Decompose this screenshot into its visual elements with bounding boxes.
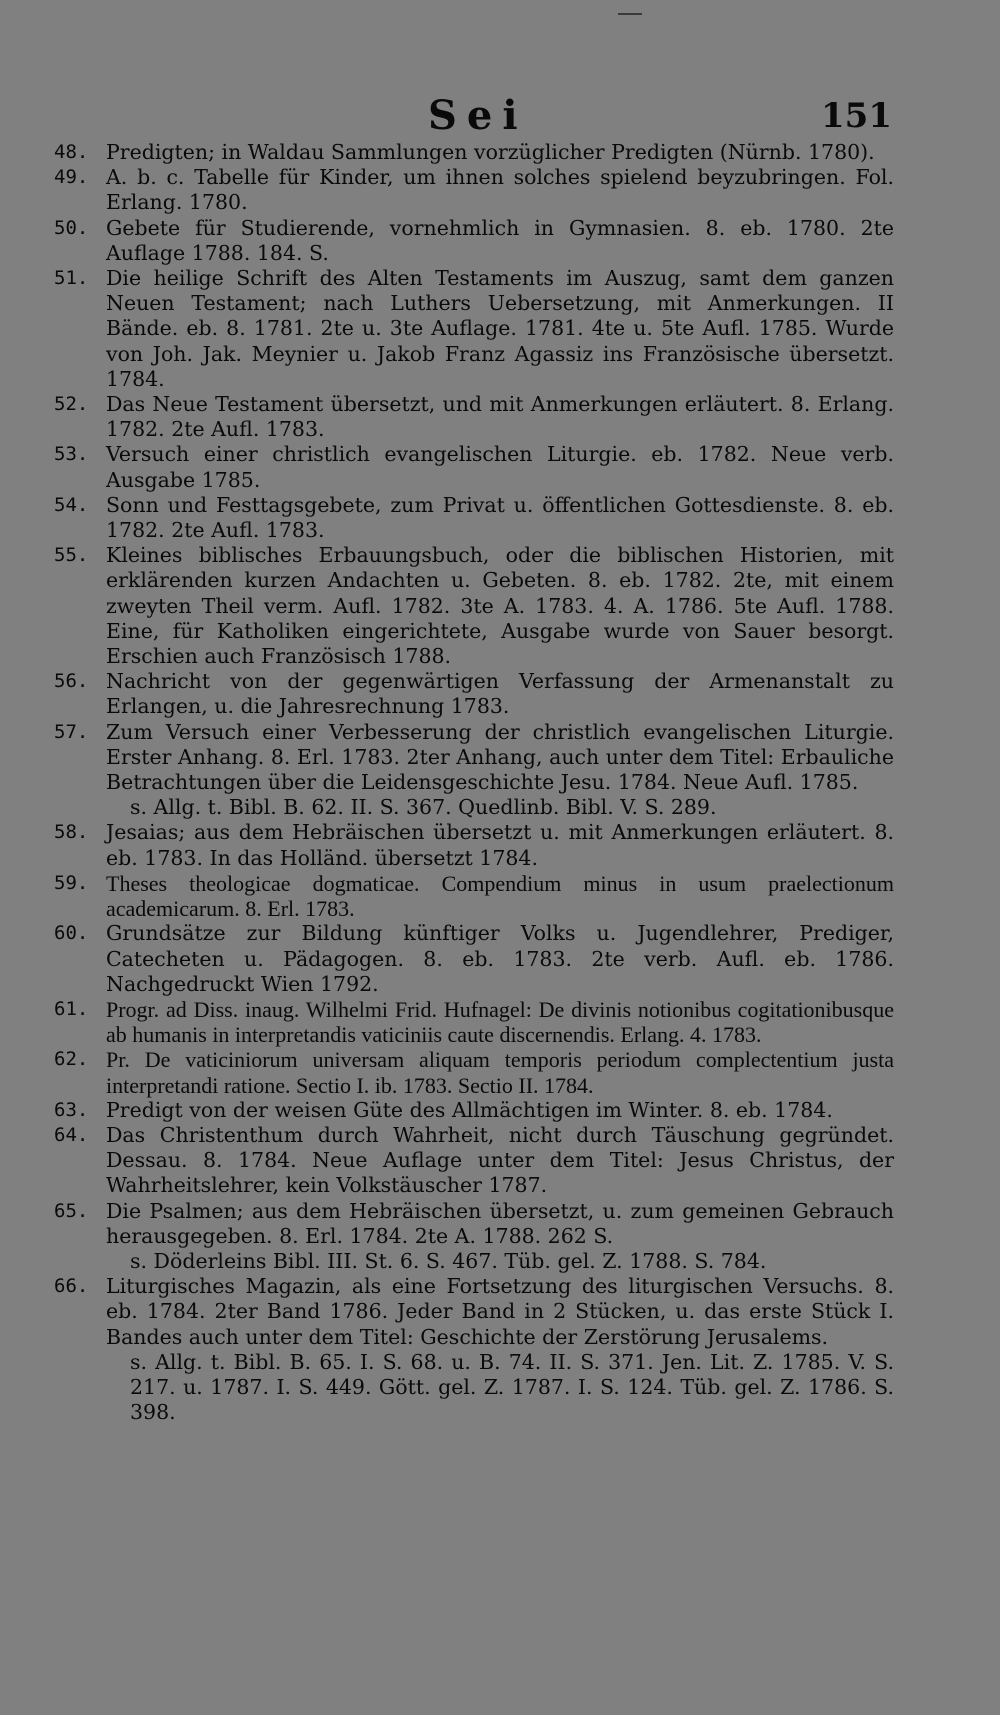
bibliography-entry-64 [54, 1123, 894, 1199]
entry-text: Das Christenthum durch Wahrheit, nicht durch Täuschung gegründet. Dessau. 8. 1784. Neue Auflage unter dem Titel: Jesus Christus, der Wahrheitslehrer, kein Volkstäuscher 1787. [106, 1122, 894, 1198]
entry-number: 62. [54, 1048, 89, 1071]
page-header [0, 92, 1000, 138]
entry-review-note: s. Allg. t. Bibl. B. 65. I. S. 68. u. B. 74. II. S. 371. Jen. Lit. Z. 1785. V. S. 217. u. 1787. I. S. 449. Gött. gel. Z. 1787. I. S. 124. Tüb. gel. Z. 1786. S. 398. [130, 1349, 894, 1425]
entry-text: Nachricht von der gegenwärtigen Verfassung der Armenanstalt zu Erlangen, u. die Jahresrechnung 1783. [106, 669, 894, 719]
bibliography-entry-50 [54, 216, 894, 266]
entry-number: 49. [54, 166, 89, 189]
bibliography-entry-59 [54, 871, 894, 921]
bibliography-entry-63 [54, 1098, 894, 1123]
entry-review-note: s. Allg. t. Bibl. B. 62. II. S. 367. Quedlinb. Bibl. V. S. 289. [130, 795, 717, 820]
entry-number: 53. [54, 443, 89, 466]
bibliography-entry-55 [54, 543, 894, 669]
entry-text: A. b. c. Tabelle für Kinder, um ihnen solches spielend beyzubringen. Fol. Erlang. 1780. [106, 165, 894, 215]
entry-text: Zum Versuch einer Verbesserung der christlich evangelischen Liturgie. Erster Anhang. 8. Erl. 1783. 2ter Anhang, auch unter dem Titel: Erbauliche Betrachtungen über die Leidensgeschichte Jesu. 1784. Neue Aufl. 1785. [106, 719, 894, 795]
entry-number: 56. [54, 670, 89, 693]
running-head: Sei [428, 92, 528, 139]
bibliography-entry-48 [54, 140, 894, 165]
bibliography-entry-54 [54, 493, 894, 543]
entry-number: 60. [54, 922, 89, 945]
entry-text: Sonn und Festtagsgebete, zum Privat u. öffentlichen Gottesdienste. 8. eb. 1782. 2te Aufl. 1783. [106, 492, 894, 543]
entry-text: Grundsätze zur Bildung künftiger Volks u. Jugendlehrer, Prediger, Catecheten u. Pädagogen. 8. eb. 1783. 2te verb. Aufl. eb. 1786. Nachgedruckt Wien 1792. [106, 921, 894, 996]
entry-number: 63. [54, 1098, 89, 1121]
bibliography-entry-66 [54, 1274, 894, 1425]
bibliography-entry-56 [54, 669, 894, 719]
entry-text: Progr. ad Diss. inaug. Wilhelmi Frid. Hufnagel: De divinis notionibus cogitationibusque ab humanis in interpretandis vaticiniis caute discernendis. Erlang. 4. 1783. [106, 996, 894, 1048]
top-rule [618, 13, 642, 15]
bibliography-entry-49 [54, 165, 894, 215]
bibliography-list [54, 140, 894, 1425]
entry-text: Das Neue Testament übersetzt, und mit Anmerkungen erläutert. 8. Erlang. 1782. 2te Aufl. 1783. [106, 392, 894, 442]
entry-number: 51. [54, 267, 89, 290]
entry-number: 61. [54, 997, 89, 1020]
entry-number: 48. [54, 141, 89, 163]
entry-number: 52. [54, 393, 89, 416]
bibliography-entry-62 [54, 1047, 894, 1097]
entry-number: 57. [54, 720, 89, 743]
entry-number: 58. [54, 821, 89, 844]
entry-number: 54. [54, 493, 89, 516]
entry-text: Theses theologicae dogmaticae. Compendium minus in usum praelectionum academicarum. 8. Erl. 1783. [106, 870, 894, 922]
bibliography-entry-52 [54, 392, 894, 442]
entry-number: 59. [54, 871, 89, 894]
entry-text: Die heilige Schrift des Alten Testaments im Auszug, samt dem ganzen Neuen Testament; nach Luthers Uebersetzung, mit Anmerkungen. II Bände. eb. 8. 1781. 2te u. 3te Auflage. 1781. 4te u. 5te Aufl. 1785. Wurde von Joh. Jak. Meynier u. Jakob Franz Agassiz ins Französische übersetzt. 1784. [106, 266, 894, 391]
bibliography-entry-58 [54, 820, 894, 870]
entry-text: Versuch einer christlich evangelischen Liturgie. eb. 1782. Neue verb. Ausgabe 1785. [106, 442, 894, 492]
entry-number: 55. [54, 544, 89, 567]
bibliography-entry-65 [54, 1199, 894, 1275]
bibliography-entry-51 [54, 266, 894, 392]
entry-text: Predigten; in Waldau Sammlungen vorzüglicher Predigten (Nürnb. 1780). [106, 140, 875, 164]
entry-number: 65. [54, 1199, 89, 1222]
entry-number: 66. [54, 1275, 89, 1298]
entry-text: Gebete für Studierende, vornehmlich in Gymnasien. 8. eb. 1780. 2te Auflage 1788. 184. S. [106, 215, 894, 265]
page-number: 151 [821, 96, 892, 136]
entry-text: Pr. De vaticiniorum universam aliquam temporis periodum complectentium justa interpretandi ratione. Sectio I. ib. 1783. Sectio II. 1784. [106, 1047, 894, 1098]
bibliography-entry-61 [54, 997, 894, 1047]
entry-text: Jesaias; aus dem Hebräischen übersetzt u. mit Anmerkungen erläutert. 8. eb. 1783. In das Holländ. übersetzt 1784. [106, 820, 894, 870]
entry-number: 50. [54, 216, 89, 239]
bibliography-entry-60 [54, 921, 894, 997]
entry-text: Liturgisches Magazin, als eine Fortsetzung des liturgischen Versuchs. 8. eb. 1784. 2ter Band 1786. Jeder Band in 2 Stücken, u. das erste Stück I. Bandes auch unter dem Titel: Geschichte der Zerstörung Jerusalems. [106, 1274, 894, 1349]
entry-text: Predigt von der weisen Güte des Allmächtigen im Winter. 8. eb. 1784. [106, 1097, 833, 1122]
entry-text: Kleines biblisches Erbauungsbuch, oder die biblischen Historien, mit erklärenden kurzen Andachten u. Gebeten. 8. eb. 1782. 2te, mit einem zweyten Theil verm. Aufl. 1782. 3te A. 1783. 4. A. 1786. 5te Aufl. 1788. Eine, für Katholiken eingerichtete, Ausgabe wurde von Sauer besorgt. Erschien auch Französisch 1788. [106, 543, 894, 669]
entry-review-note: s. Döderleins Bibl. III. St. 6. S. 467. Tüb. gel. Z. 1788. S. 784. [130, 1248, 767, 1273]
bibliography-entry-57 [54, 720, 894, 821]
bibliography-entry-53 [54, 442, 894, 492]
entry-number: 64. [54, 1123, 89, 1146]
entry-text: Die Psalmen; aus dem Hebräischen übersetzt, u. zum gemeinen Gebrauch herausgegeben. 8. Erl. 1784. 2te A. 1788. 262 S. [106, 1198, 894, 1248]
